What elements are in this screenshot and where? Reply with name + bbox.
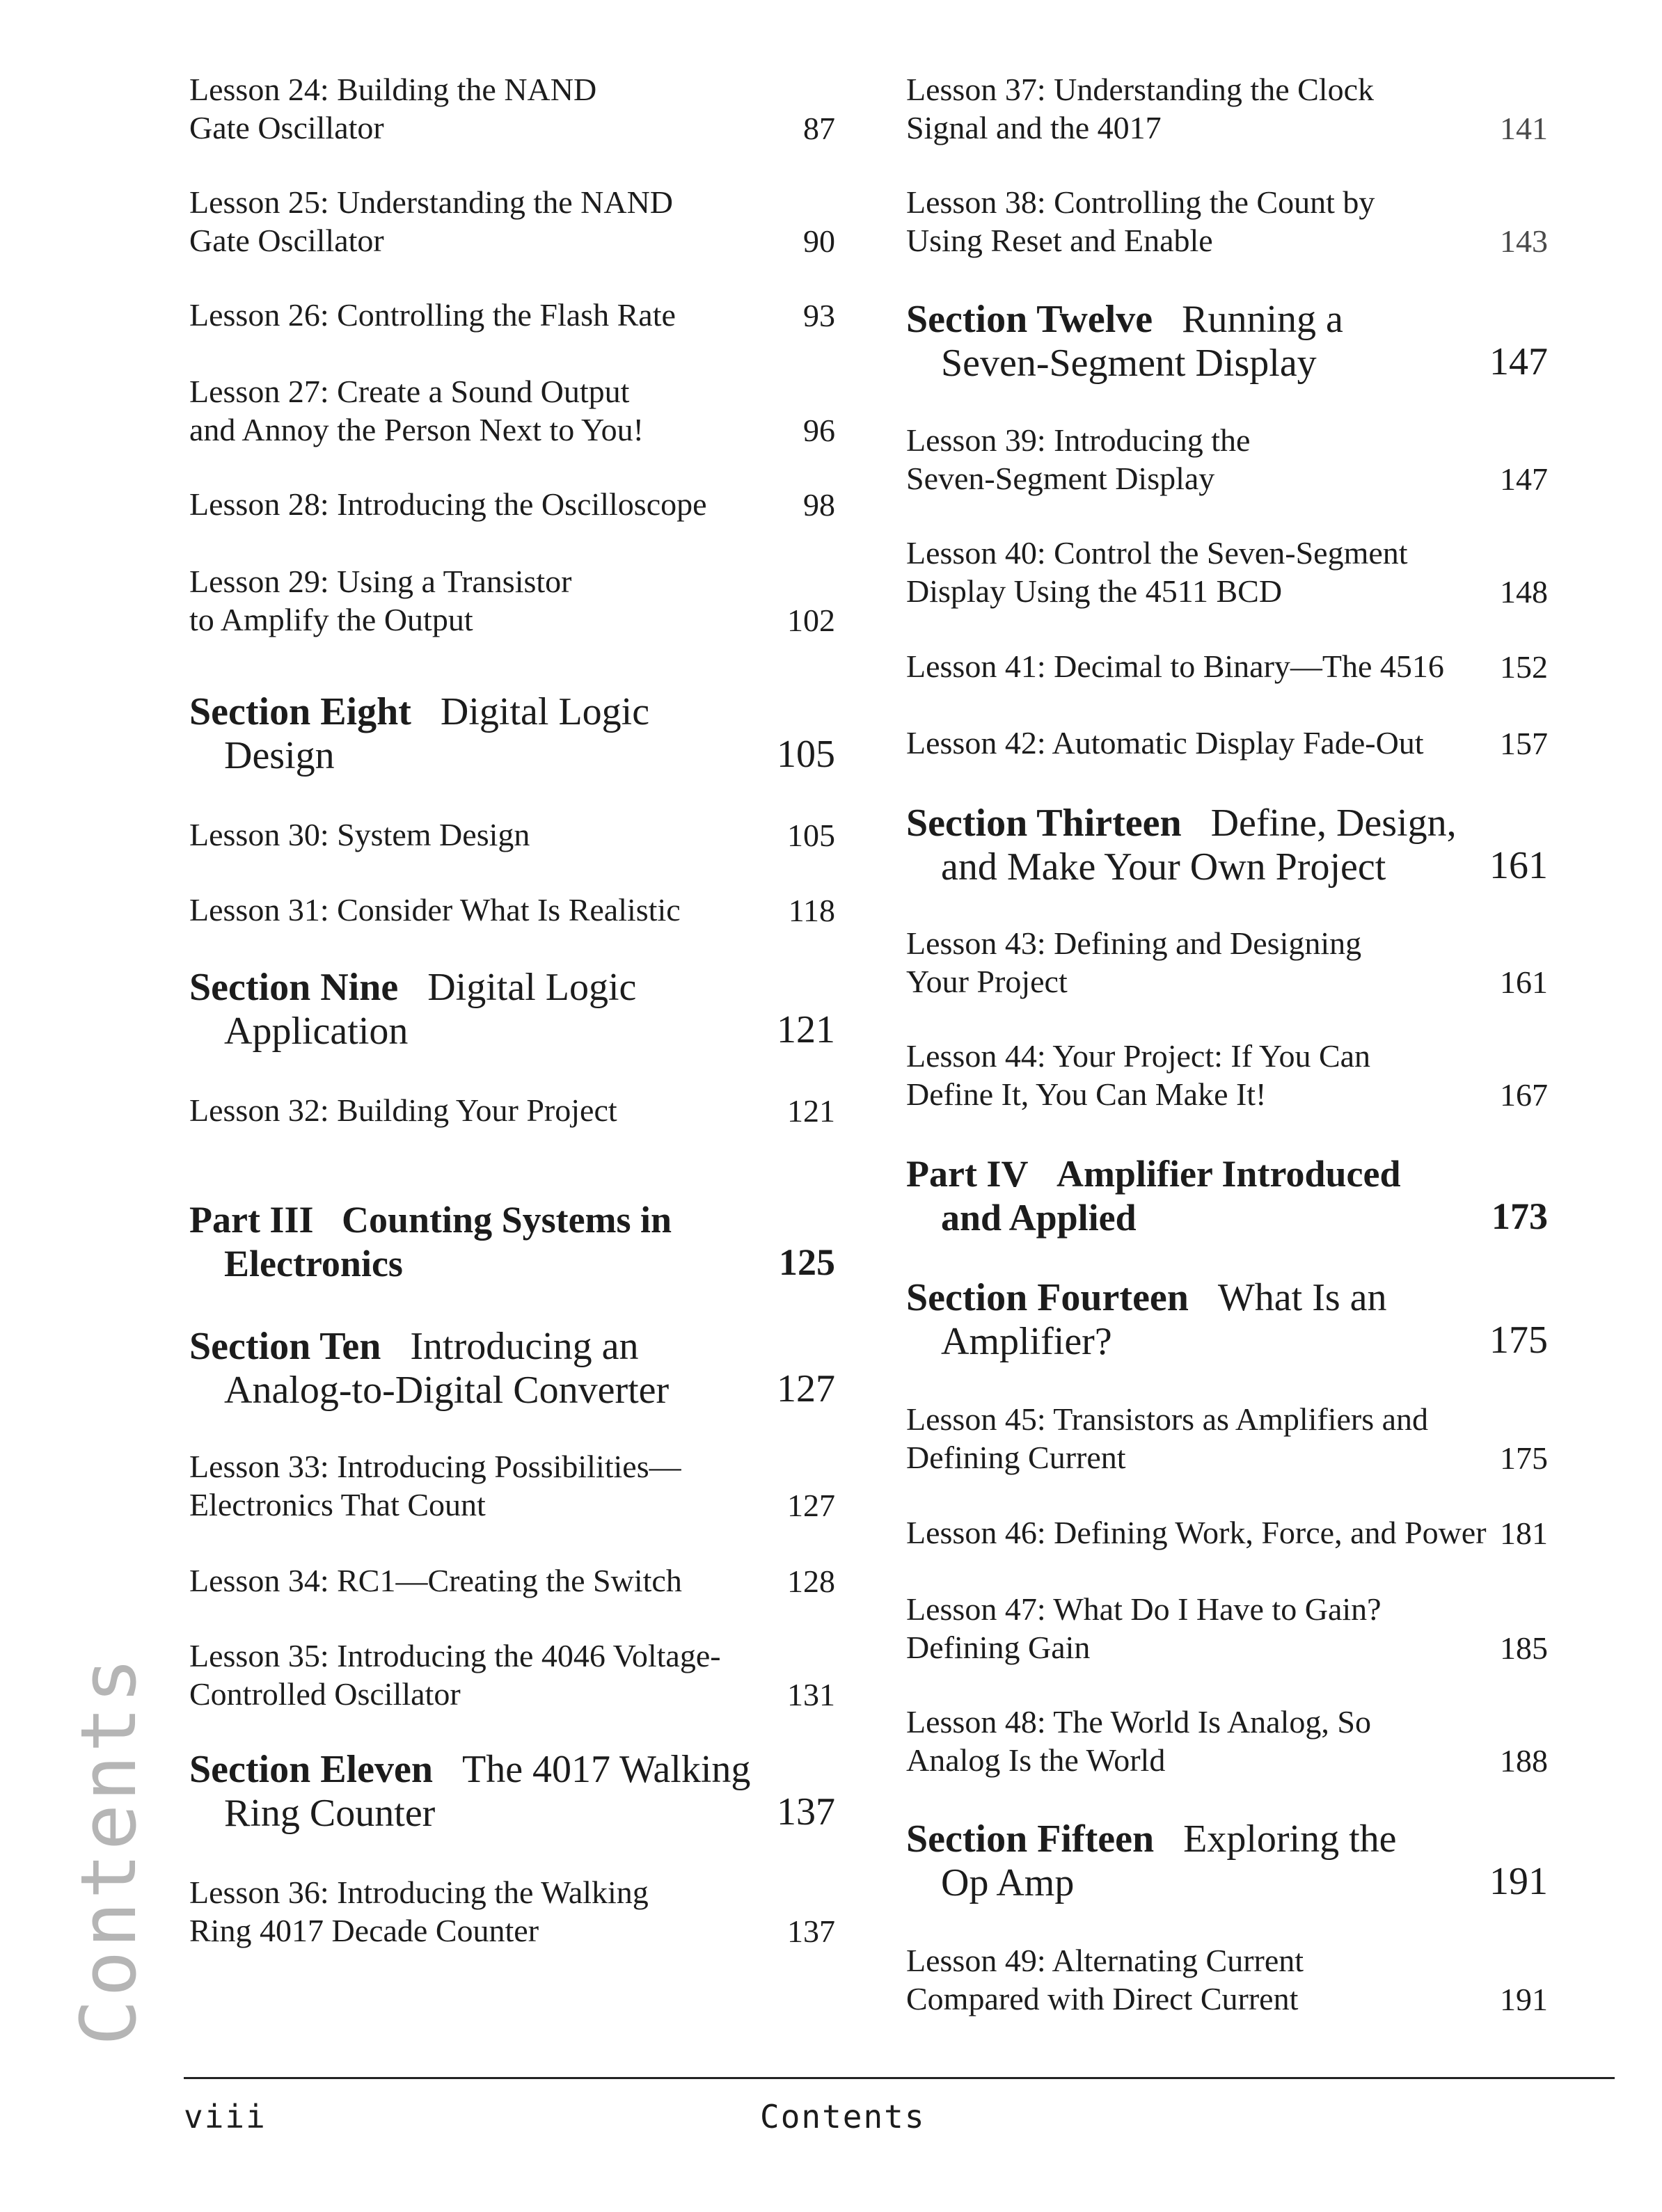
page-number: 143 [1500, 223, 1548, 259]
toc-entry-lesson-39[interactable] [906, 421, 1548, 498]
section-title-cont: Seven-Segment Display [941, 342, 1317, 385]
toc-part-four[interactable] [906, 1152, 1548, 1240]
toc-entry-lesson-44[interactable] [906, 1037, 1548, 1113]
toc-entry-lesson-47[interactable] [906, 1590, 1548, 1666]
entry-line: Gate Oscillator [189, 110, 384, 145]
section-title-cont: Design [224, 734, 335, 777]
page-number: 175 [1489, 1319, 1548, 1362]
page-number: 161 [1500, 964, 1548, 1000]
entry-line: Electronics That Count [189, 1487, 486, 1522]
section-title: Running a [1182, 298, 1343, 341]
entry-line: Lesson 31: Consider What Is Realistic [189, 892, 681, 928]
entry-line: Signal and the 4017 [906, 110, 1162, 145]
toc-section-eleven[interactable] [189, 1748, 835, 1836]
page-number: 167 [1500, 1077, 1548, 1113]
section-label: Section Fourteen [906, 1276, 1189, 1319]
page-number: 96 [803, 413, 835, 448]
toc-entry-lesson-45[interactable] [906, 1400, 1548, 1477]
entry-line: Lesson 46: Defining Work, Force, and Power [906, 1515, 1487, 1550]
entry-line: Lesson 37: Understanding the Clock [906, 72, 1375, 107]
page-number: 147 [1489, 340, 1548, 383]
entry-line: Define It, You Can Make It! [906, 1076, 1267, 1112]
toc-entry-lesson-38[interactable] [906, 183, 1548, 260]
page-number: 128 [787, 1563, 835, 1599]
toc-entry-lesson-48[interactable] [906, 1703, 1548, 1779]
page-number: 188 [1500, 1743, 1548, 1779]
section-title-cont: Analog-to-Digital Converter [224, 1369, 670, 1412]
section-title-cont: Op Amp [941, 1861, 1075, 1904]
footer-rule [184, 2077, 1615, 2079]
entry-line: and Annoy the Person Next to You! [189, 412, 644, 447]
section-title: Define, Design, [1210, 802, 1457, 845]
page-number: 105 [787, 818, 835, 853]
entry-line: Lesson 36: Introducing the Walking [189, 1875, 649, 1910]
page-number: 161 [1489, 844, 1548, 887]
part-title: Counting Systems in [341, 1199, 672, 1241]
toc-entry-lesson-30[interactable] [189, 815, 835, 854]
section-label: Section Twelve [906, 298, 1153, 341]
section-title-cont: Amplifier? [941, 1320, 1112, 1363]
toc-entry-lesson-32[interactable] [189, 1091, 835, 1129]
entry-line: Display Using the 4511 BCD [906, 573, 1283, 609]
toc-entry-lesson-43[interactable] [906, 924, 1548, 1001]
page-number: 131 [787, 1677, 835, 1712]
page-number: 98 [803, 487, 835, 523]
entry-line: Compared with Direct Current [906, 1981, 1299, 2016]
section-label: Section Fifteen [906, 1817, 1155, 1861]
section-title-cont: Application [224, 1010, 409, 1053]
page-number: 125 [779, 1241, 835, 1283]
page-number: 185 [1500, 1630, 1548, 1666]
part-label: Part III [189, 1199, 314, 1241]
entry-line: Lesson 49: Alternating Current [906, 1943, 1304, 1978]
page-number: 175 [1500, 1440, 1548, 1476]
entry-line: Lesson 29: Using a Transistor [189, 564, 572, 599]
running-title: Contents [760, 2098, 926, 2135]
section-label: Section Eight [189, 690, 411, 733]
entry-line: Lesson 41: Decimal to Binary—The 4516 [906, 649, 1444, 684]
section-title: Introducing an [410, 1325, 639, 1368]
page-number: 105 [777, 733, 835, 776]
entry-line: Lesson 38: Controlling the Count by [906, 184, 1375, 220]
page-number: 152 [1500, 649, 1548, 685]
page-number: 141 [1500, 111, 1548, 146]
entry-line: Seven-Segment Display [906, 461, 1215, 496]
section-title: Digital Logic [427, 966, 637, 1009]
section-label: Section Nine [189, 966, 399, 1009]
part-title-cont: and Applied [941, 1197, 1137, 1239]
toc-entry-lesson-42[interactable] [906, 724, 1548, 762]
toc-section-thirteen[interactable] [906, 802, 1548, 889]
page-number: 173 [1491, 1195, 1548, 1237]
page-number: 90 [803, 223, 835, 259]
page-number: 127 [787, 1488, 835, 1523]
toc-entry-lesson-36[interactable] [189, 1873, 835, 1950]
entry-line: Using Reset and Enable [906, 223, 1213, 258]
entry-line: Lesson 25: Understanding the NAND [189, 184, 674, 220]
section-label: Section Ten [189, 1325, 381, 1368]
page-number: 147 [1500, 461, 1548, 497]
section-title-cont: Ring Counter [224, 1792, 436, 1835]
entry-line: Lesson 26: Controlling the Flash Rate [189, 297, 676, 333]
page-number: 157 [1500, 726, 1548, 761]
entry-line: Lesson 47: What Do I Have to Gain? [906, 1591, 1382, 1627]
entry-line: Ring 4017 Decade Counter [189, 1913, 539, 1948]
toc-section-twelve[interactable] [906, 298, 1548, 385]
entry-line: Lesson 28: Introducing the Oscilloscope [189, 486, 707, 522]
page-number: 191 [1489, 1860, 1548, 1903]
entry-line: Lesson 27: Create a Sound Output [189, 374, 630, 409]
toc-section-fourteen[interactable] [906, 1276, 1548, 1364]
toc-section-ten[interactable] [189, 1325, 835, 1413]
section-label: Section Eleven [189, 1748, 433, 1791]
toc-entry-lesson-26[interactable] [189, 296, 835, 334]
toc-entry-lesson-28[interactable] [189, 485, 835, 523]
page-folio: viii [184, 2098, 267, 2135]
entry-line: Lesson 30: System Design [189, 817, 530, 852]
part-title: Amplifier Introduced [1056, 1153, 1401, 1195]
page-number: 148 [1500, 574, 1548, 610]
entry-line: Lesson 43: Defining and Designing [906, 925, 1362, 961]
toc-entry-lesson-31[interactable] [189, 891, 835, 929]
toc-entry-lesson-33[interactable] [189, 1447, 835, 1524]
entry-line: Lesson 34: RC1—Creating the Switch [189, 1563, 682, 1598]
side-contents-label: Contents [64, 1655, 153, 2046]
part-title-cont: Electronics [224, 1243, 403, 1284]
entry-line: Analog Is the World [906, 1742, 1166, 1778]
entry-line: Lesson 32: Building Your Project [189, 1092, 617, 1128]
toc-entry-lesson-40[interactable] [906, 534, 1548, 610]
entry-line: Lesson 42: Automatic Display Fade-Out [906, 725, 1424, 761]
toc-entry-lesson-24[interactable] [189, 70, 835, 147]
entry-line: Lesson 48: The World Is Analog, So [906, 1704, 1371, 1740]
toc-entry-lesson-25[interactable] [189, 183, 835, 260]
page-number: 181 [1500, 1515, 1548, 1551]
page-number: 191 [1500, 1982, 1548, 2017]
entry-line: Lesson 44: Your Project: If You Can [906, 1038, 1371, 1074]
page-number: 121 [777, 1008, 835, 1051]
page-number: 118 [788, 893, 835, 928]
page-number: 93 [803, 298, 835, 333]
toc-entry-lesson-41[interactable] [906, 647, 1548, 685]
entry-line: Lesson 24: Building the NAND [189, 72, 597, 107]
section-title: The 4017 Walking [461, 1748, 751, 1791]
page-number: 137 [777, 1790, 835, 1833]
part-label: Part IV [906, 1153, 1029, 1195]
toc-entry-lesson-35[interactable] [189, 1637, 835, 1713]
toc-section-nine[interactable] [189, 966, 835, 1053]
section-title: What Is an [1217, 1276, 1387, 1319]
entry-line: Controlled Oscillator [189, 1676, 461, 1712]
page-number: 102 [787, 603, 835, 638]
toc-entry-lesson-46[interactable] [906, 1513, 1548, 1552]
section-label: Section Thirteen [906, 802, 1182, 845]
page-number: 121 [787, 1093, 835, 1129]
entry-line: Lesson 40: Control the Seven-Segment [906, 535, 1408, 571]
entry-line: Defining Current [906, 1440, 1126, 1475]
entry-line: Lesson 33: Introducing Possibilities— [189, 1449, 681, 1484]
toc-section-fifteen[interactable] [906, 1817, 1548, 1905]
toc-entry-lesson-29[interactable] [189, 562, 835, 639]
page-number: 87 [803, 111, 835, 146]
page-number: 137 [787, 1913, 835, 1949]
toc-entry-lesson-34[interactable] [189, 1561, 835, 1600]
toc-part-three[interactable] [189, 1198, 835, 1286]
entry-line: Lesson 39: Introducing the [906, 422, 1251, 458]
entry-line: Lesson 35: Introducing the 4046 Voltage- [189, 1638, 721, 1673]
page-number: 127 [777, 1367, 835, 1410]
toc-section-eight[interactable] [189, 690, 835, 778]
entry-line: Lesson 45: Transistors as Amplifiers and [906, 1401, 1429, 1437]
entry-line: to Amplify the Output [189, 602, 473, 637]
section-title-cont: and Make Your Own Project [941, 845, 1386, 889]
section-title: Exploring the [1183, 1817, 1397, 1861]
section-title: Digital Logic [440, 690, 650, 733]
entry-line: Defining Gain [906, 1630, 1091, 1665]
entry-line: Your Project [906, 964, 1068, 999]
toc-entry-lesson-27[interactable] [189, 372, 835, 449]
toc-entry-lesson-49[interactable] [906, 1941, 1548, 2018]
toc-entry-lesson-37[interactable] [906, 70, 1548, 147]
entry-line: Gate Oscillator [189, 223, 384, 258]
